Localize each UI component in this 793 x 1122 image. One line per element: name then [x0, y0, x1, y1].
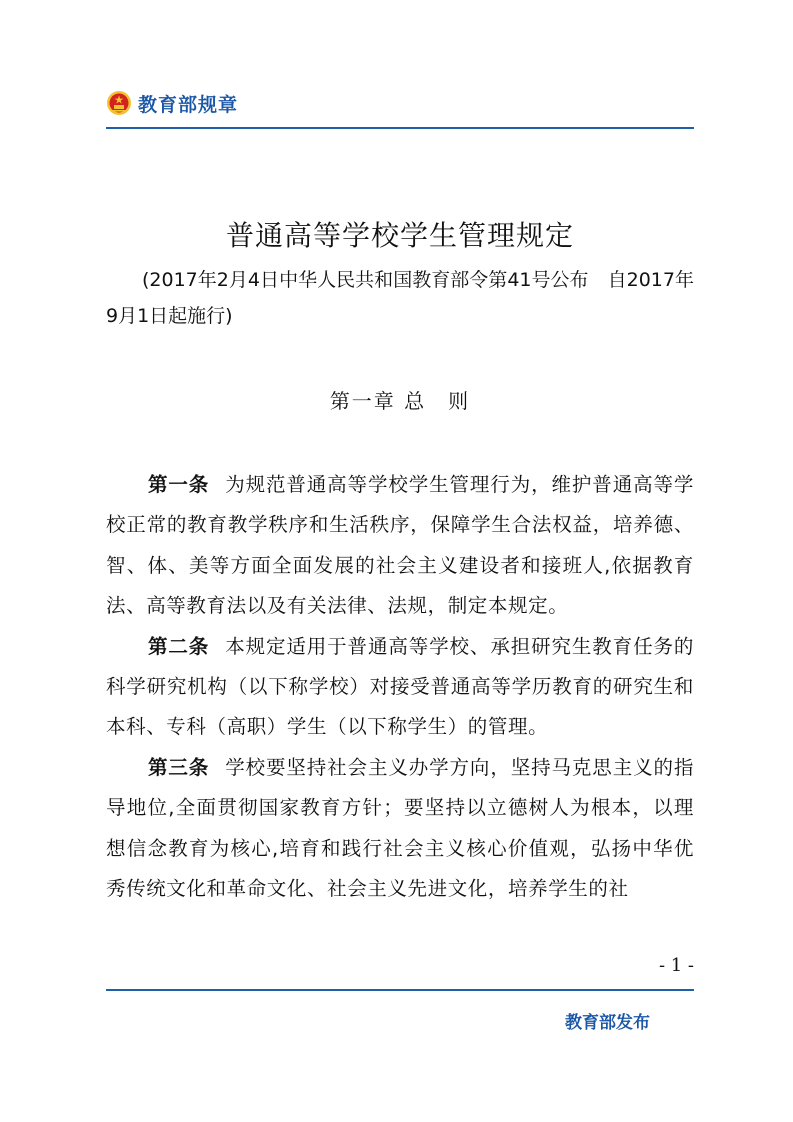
article-label: 第三条 [148, 755, 210, 779]
article-text: 本规定适用于普通高等学校、承担研究生教育任务的科学研究机构（以下称学校）对接受普通高等学历教育的研究生和本科、专科（高职）学生（以下称学生）的管理。 [106, 634, 694, 739]
document-body [106, 465, 694, 909]
article-1 [106, 465, 694, 627]
header-title: 教育部规章 [138, 93, 239, 116]
article-label: 第二条 [148, 634, 210, 658]
article-3 [106, 748, 694, 910]
footer-publisher: 教育部发布 [565, 1013, 650, 1033]
page-header [106, 88, 238, 118]
national-emblem-icon [106, 90, 132, 116]
footer-divider [106, 989, 694, 991]
header-divider [106, 127, 694, 129]
chapter-heading: 第一章 总 则 [329, 389, 471, 413]
page-number: - 1 - [658, 955, 694, 976]
article-text: 为规范普通高等学校学生管理行为，维护普通高等学校正常的教育教学秩序和生活秩序，保障学生合法权益，培养德、智、体、美等方面全面发展的社会主义建设者和接班人,依据教育法、高等教育法以及有关法律、法规，制定本规定。 [106, 473, 694, 618]
article-label: 第一条 [148, 473, 210, 496]
article-2 [106, 627, 694, 748]
article-text: 学校要坚持社会主义办学方向，坚持马克思主义的指导地位,全面贯彻国家教育方针；要坚持以立德树人为根本，以理想信念教育为核心,培育和践行社会主义核心价值观，弘扬中华优秀传统文化和革命文化、社会主义先进文化，培养学生的社 [106, 755, 694, 901]
document-subtitle: (2017年2月4日中华人民共和国教育部令第41号公布 自2017年9月1日起施行) [106, 269, 694, 327]
document-title: 普通高等学校学生管理规定 [225, 219, 574, 252]
